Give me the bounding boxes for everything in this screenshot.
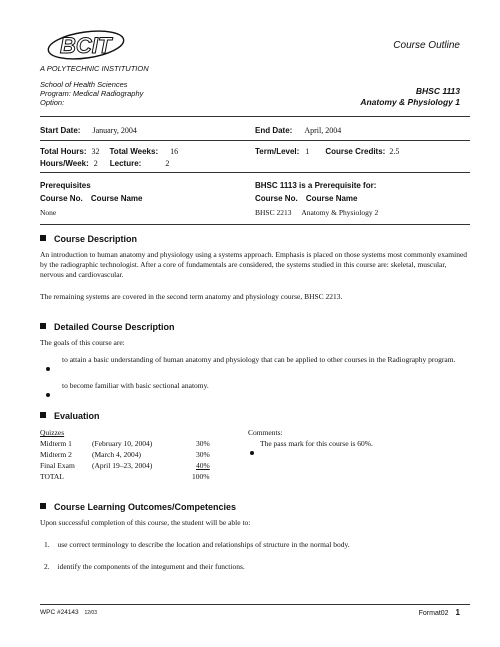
start-date-label: Start Date: <box>40 126 81 135</box>
outcome-text: use correct terminology to describe the location and relationships of structure in the normal body. <box>57 540 350 549</box>
outcome-text: identify the components of the integument and their functions. <box>57 562 245 571</box>
evaluation-table <box>40 438 220 482</box>
total-weeks-label: Total Weeks: <box>109 147 159 156</box>
outcomes-intro: Upon successful completion of this course, the student will be able to: <box>40 518 251 527</box>
end-date-row <box>255 126 341 135</box>
end-date-label: End Date: <box>255 126 293 135</box>
term-label: Term/Level: <box>255 147 300 156</box>
bullet-icon <box>250 442 254 460</box>
page-number: 1 <box>455 608 460 617</box>
hours-week-row <box>40 159 169 168</box>
footer-doc-date: 12/03 <box>84 610 97 616</box>
total-hours-label: Total Hours: <box>40 147 87 156</box>
end-date-value: April, 2004 <box>304 126 342 135</box>
footer-divider <box>40 604 470 605</box>
outcome-item <box>44 540 350 549</box>
prereq-for-columns <box>255 194 357 203</box>
course-no-label: Course No. <box>255 194 298 203</box>
prereq-columns <box>40 194 142 203</box>
term-row <box>255 147 399 156</box>
evaluation-pct: 30% <box>196 450 210 459</box>
evaluation-total-row <box>40 471 220 482</box>
tagline: A POLYTECHNIC INSTITUTION <box>40 64 149 73</box>
section-square-icon <box>40 235 46 241</box>
evaluation-pct: 40% <box>196 461 210 470</box>
outcomes-heading-text: Course Learning Outcomes/Competencies <box>54 502 237 512</box>
comments-label: Comments: <box>248 428 283 437</box>
footer-left <box>40 609 97 616</box>
evaluation-total-pct: 100% <box>192 472 210 481</box>
evaluation-item: Final Exam <box>40 461 75 470</box>
outcomes-heading <box>40 502 236 512</box>
course-no-label: Course No. <box>40 194 83 203</box>
prereq-value: None <box>40 208 57 217</box>
lecture-value: 2 <box>165 159 170 168</box>
evaluation-total-label: TOTAL <box>40 472 64 481</box>
outcome-item <box>44 562 245 571</box>
total-weeks-value: 16 <box>170 147 179 156</box>
course-name-label: Course Name <box>305 194 358 203</box>
logo-text: BCIT <box>60 33 112 58</box>
credits-label: Course Credits: <box>325 147 386 156</box>
option-label: Option: <box>40 98 65 107</box>
footer-right <box>419 608 460 617</box>
evaluation-row <box>40 438 220 449</box>
evaluation-heading <box>40 411 100 421</box>
divider <box>40 224 470 225</box>
section-square-icon <box>40 323 46 329</box>
prereq-for-course-no: BHSC 2213 <box>255 208 292 217</box>
lecture-label: Lecture: <box>109 159 142 168</box>
hours-week-label: Hours/Week: <box>40 159 89 168</box>
hours-row <box>40 147 178 156</box>
bcit-logo <box>46 28 130 64</box>
prereq-for-row <box>255 208 378 217</box>
divider <box>40 172 470 173</box>
evaluation-row <box>40 460 220 471</box>
detailed-heading <box>40 322 175 332</box>
description-heading <box>40 234 137 244</box>
term-value: 1 <box>305 147 310 156</box>
school-name: School of Health Sciences <box>40 80 128 89</box>
prereq-for-heading: BHSC 1113 is a Prerequisite for: <box>255 181 377 190</box>
detailed-bullet: to become familiar with basic sectional anatomy. <box>62 381 209 390</box>
detailed-intro: The goals of this course are: <box>40 338 125 347</box>
footer-format: Format02 <box>418 610 449 617</box>
description-heading-text: Course Description <box>54 234 138 244</box>
evaluation-date: (March 4, 2004) <box>92 450 141 459</box>
evaluation-item: Midterm 1 <box>40 439 72 448</box>
divider <box>40 140 470 141</box>
bullet-icon <box>46 358 50 376</box>
description-para-2: The remaining systems are covered in the second term anatomy and physiology course, BHSC 2213. <box>40 292 343 301</box>
course-code: BHSC 1113 <box>415 86 460 96</box>
comment-text: The pass mark for this course is 60%. <box>260 439 373 448</box>
section-square-icon <box>40 412 46 418</box>
credits-value: 2.5 <box>389 147 400 156</box>
start-date-value: January, 2004 <box>92 126 137 135</box>
detailed-bullet: to attain a basic understanding of human anatomy and physiology that can be applied to other courses in the Radiography program. <box>62 355 456 364</box>
course-name-label: Course Name <box>90 194 143 203</box>
outcome-number: 2. <box>44 562 50 571</box>
doc-title: Course Outline <box>393 40 460 51</box>
section-square-icon <box>40 503 46 509</box>
divider <box>40 116 470 117</box>
evaluation-pct: 30% <box>196 439 210 448</box>
outcome-number: 1. <box>44 540 50 549</box>
bullet-icon <box>46 384 50 402</box>
evaluation-item: Midterm 2 <box>40 450 72 459</box>
start-date-row <box>40 126 137 135</box>
prereq-for-course-name: Anatomy & Physiology 2 <box>301 208 379 217</box>
evaluation-row <box>40 449 220 460</box>
footer-doc-id: WPC #24143 <box>40 609 79 616</box>
course-id-block <box>360 86 460 108</box>
evaluation-date: (February 10, 2004) <box>92 439 153 448</box>
evaluation-heading-text: Evaluation <box>54 411 100 421</box>
prereq-heading: Prerequisites <box>40 181 91 190</box>
detailed-heading-text: Detailed Course Description <box>54 322 175 332</box>
hours-week-value: 2 <box>93 159 98 168</box>
quizzes-label <box>40 428 64 437</box>
quizzes-label-text: Quizzes <box>40 428 65 437</box>
program-block <box>40 80 143 107</box>
evaluation-date: (April 19–23, 2004) <box>92 461 153 470</box>
course-name: Anatomy & Physiology 1 <box>360 97 460 107</box>
description-para-1: An introduction to human anatomy and physiology using a systems approach. Emphasis is placed on those systems most commonly examined by the radiographic technologist. After a core of fundamentals are considered, the systems studied in this course are: skeletal, muscular, nervous and cardiovascular. <box>40 250 468 279</box>
program-name: Program: Medical Radiography <box>40 89 144 98</box>
total-hours-value: 32 <box>91 147 100 156</box>
